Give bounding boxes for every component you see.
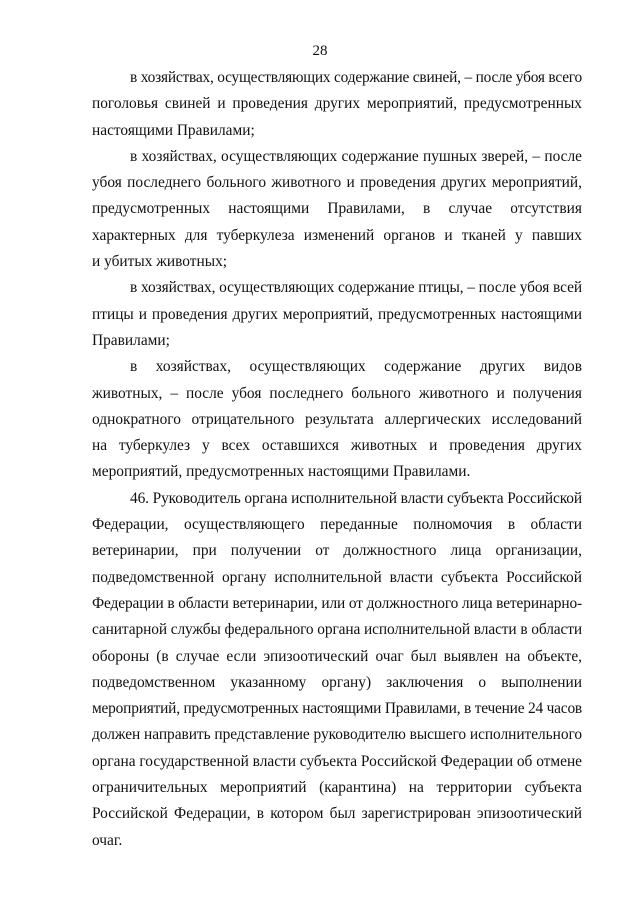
text-line: характерных для туберкулеза изменений органов и тканей у павших xyxy=(92,226,582,244)
text-line: Российской Федерации, в котором был зарегистрирован эпизоотический xyxy=(92,805,582,823)
text-line: подведомственном указанному органу) заключения о выполнении xyxy=(92,673,582,691)
text-line: обороны (в случае если эпизоотический очаг был выявлен на объекте, xyxy=(92,647,582,665)
text-line: в хозяйствах, осуществляющих содержание птицы, – после убоя всей xyxy=(130,279,583,297)
text-line: на туберкулез у всех оставшихся животных и проведения других xyxy=(92,437,582,455)
text-line: ветеринарии, при получении от должностного лица организации, xyxy=(92,542,582,560)
text-line: поголовья свиней и проведения других мероприятий, предусмотренных xyxy=(92,95,582,113)
text-line: мероприятий, предусмотренных настоящими Правилами. xyxy=(92,463,471,481)
text-line: мероприятий, предусмотренных настоящими Правилами, в течение 24 часов xyxy=(92,700,583,718)
text-line: убоя последнего больного животного и проведения других мероприятий, xyxy=(92,174,582,192)
text-line: Федерации в области ветеринарии, или от должностного лица ветеринарно- xyxy=(92,594,583,612)
text-line: в хозяйствах, осуществляющих содержание свиней, – после убоя всего xyxy=(130,69,583,86)
text-line: санитарной службы федерального органа исполнительной власти в области xyxy=(92,621,583,639)
text-line: органа государственной власти субъекта Российской Федерации об отмене xyxy=(92,752,582,770)
text-line: однократного отрицательного результата аллергических исследований xyxy=(92,410,582,428)
text-line: птицы и проведения других мероприятий, предусмотренных настоящими xyxy=(92,305,582,323)
text-line: 46. Руководитель органа исполнительной власти субъекта Российской xyxy=(130,489,582,507)
text-line: ограничительных мероприятий (карантина) на территории субъекта xyxy=(92,779,582,797)
text-line: подведомственной органу исполнительной власти субъекта Российской xyxy=(92,568,582,586)
text-line: и убитых животных; xyxy=(92,253,228,271)
text-line: в хозяйствах, осуществляющих содержание пушных зверей, – после xyxy=(130,147,582,165)
document-body xyxy=(92,65,582,854)
text-line: в хозяйствах, осуществляющих содержание других видов xyxy=(130,358,582,376)
text-line: Федерации, осуществляющего переданные полномочия в области xyxy=(92,516,582,534)
paragraph-pigs xyxy=(92,65,582,144)
paragraph-item-46 xyxy=(92,486,582,854)
text-line: настоящими Правилами; xyxy=(92,121,255,139)
paragraph-other-animals xyxy=(92,354,582,485)
text-line: Правилами; xyxy=(92,331,170,349)
paragraph-poultry xyxy=(92,275,582,354)
paragraph-fur-animals xyxy=(92,144,582,275)
text-line: предусмотренных настоящими Правилами, в случае отсутствия xyxy=(92,200,582,218)
text-line: должен направить представление руководителю высшего исполнительного xyxy=(92,726,583,744)
text-line: очаг. xyxy=(92,831,123,849)
page-number: 28 xyxy=(312,43,328,59)
text-line: животных, – после убоя последнего больного животного и получения xyxy=(92,384,582,402)
